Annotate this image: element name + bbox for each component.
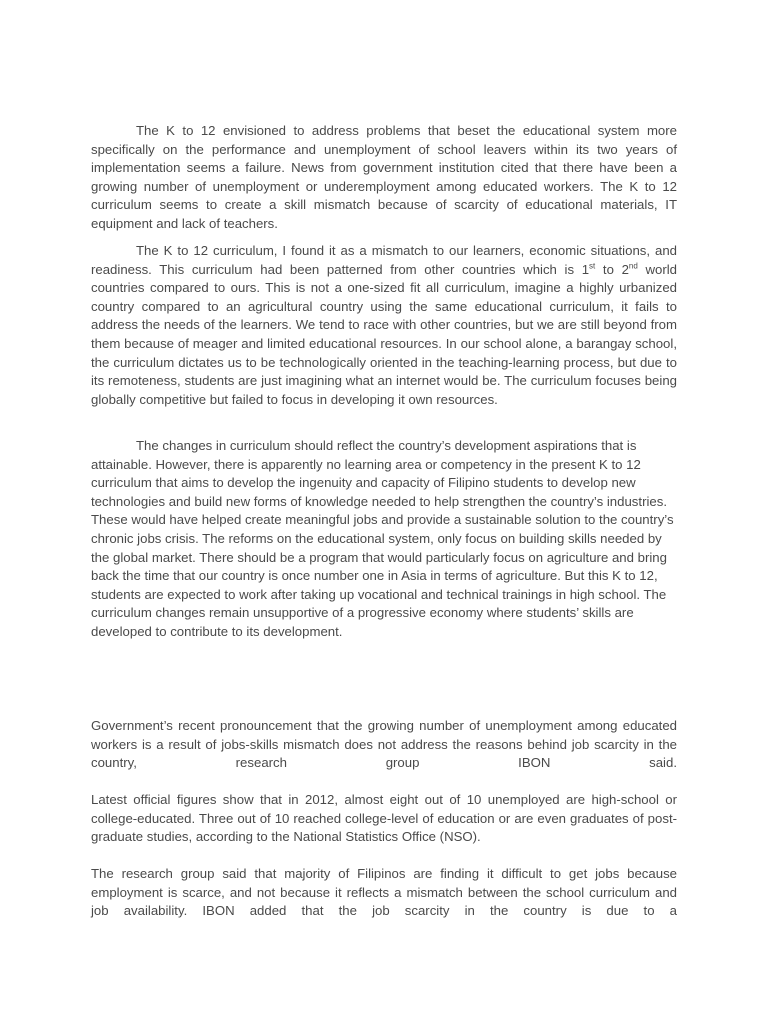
paragraph-curriculum-mismatch [91,242,677,409]
paragraph-government-pronouncement: Government’s recent pronouncement that the growing number of unemployment among educated workers is a result of jobs-skills mismatch does not address the reasons behind job scarcity in the country, research group IBON said. [91,718,677,771]
superscript-st: st [589,261,596,271]
paragraph-2-part-2: to 2 [595,261,629,277]
paragraph-2-part-1: The K to 12 curriculum, I found it as a mismatch to our learners, economic situations, and readiness. This curriculum had been patterned from other countries which is 1 [91,243,677,277]
paragraph-2-part-3: world countries compared to ours. This is not a one-sized fit all curriculum, imagine a highly urbanized country compared to an agricultural country using the same educational curriculum, it fails to address the needs of the learners. We tend to race with other countries, but we are still beyond from them because of meager and limited educational resources. In our school alone, a barangay school, the curriculum dictates us to be technologically oriented in the teaching-learning process, but due to its remoteness, students are just imagining what an internet would be. The curriculum focuses being globally competitive but failed to focus in developing it own resources. [91,261,677,407]
paragraph-curriculum-changes: The changes in curriculum should reflect the country’s development aspirations that is attainable. However, there is apparently no learning area or competency in the present K to 12 curriculum that aims to develop the ingenuity and capacity of Filipino students to develop new technologies and build new forms of knowledge needed to help strengthen the country’s industries. These would have helped create meaningful jobs and provide a sustainable solution to the country’s chronic jobs crisis. The reforms on the educational system, only focus on building skills needed by the global market. There should be a program that would particularly focus on agriculture and bring back the time that our country is once number one in Asia in terms of agriculture. But this K to 12, students are expected to work after taking up vocational and technical trainings in high school. The curriculum changes remain unsupportive of a progressive economy where students’ skills are developed to contribute to its development. [91,438,674,639]
paragraph-research-group: The research group said that majority of Filipinos are finding it difficult to get jobs because employment is scarce, and not because it reflects a mismatch between the school curriculum and job availability. IBON added that the job scarcity in the country is due to a [91,866,677,919]
paragraph-k12-failure: The K to 12 envisioned to address problems that beset the educational system more specifically on the performance and unemployment of school leavers within its two years of implementation seems a failure. News from government institution cited that there have been a growing number of unemployment or underemployment among educated workers. The K to 12 curriculum seems to create a skill mismatch because of scarcity of educational materials, IT equipment and lack of teachers. [91,123,677,231]
superscript-nd: nd [628,261,638,271]
paragraph-official-figures: Latest official figures show that in 2012, almost eight out of 10 unemployed are high-school or college-educated. Three out of 10 reached college-level of education or are even graduates of post-graduate studies, according to the National Statistics Office (NSO). [91,792,677,845]
